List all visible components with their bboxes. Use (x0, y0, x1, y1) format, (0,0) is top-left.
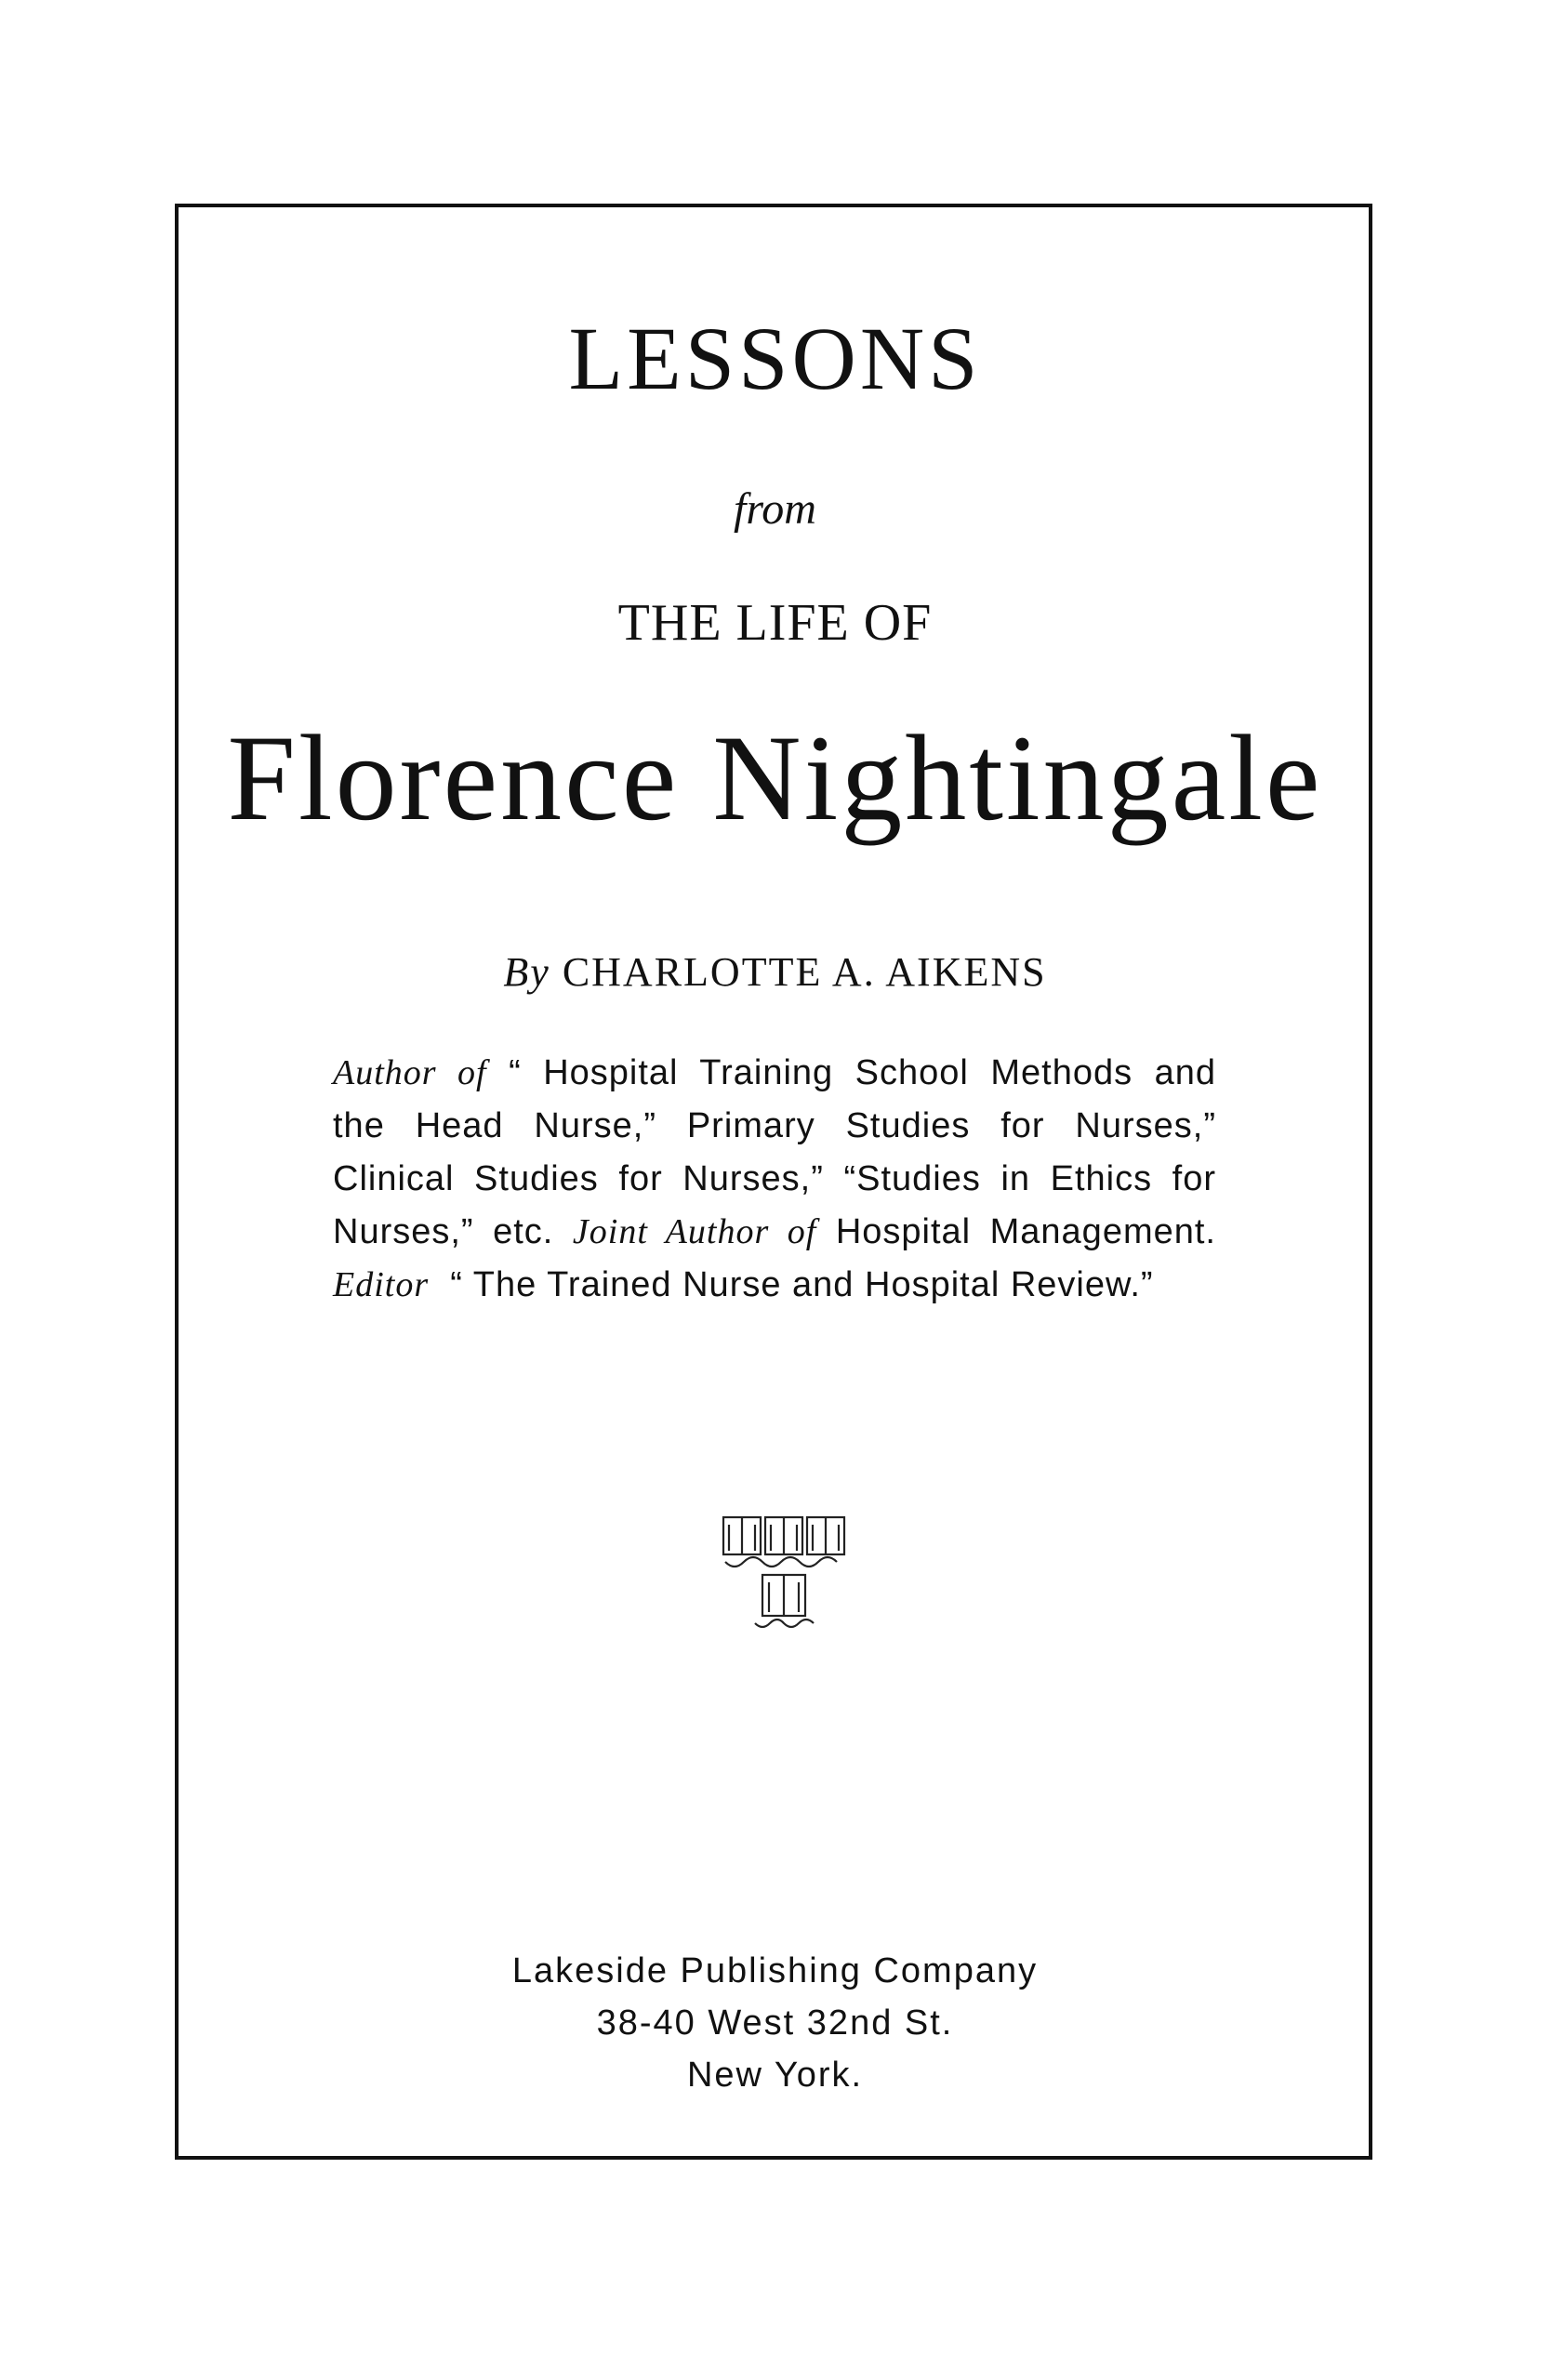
byline-by: By (503, 949, 550, 995)
publisher-address: 38-40 West 32nd St. (596, 2003, 954, 2043)
credits-line-4-end: Hospital Management. (835, 1212, 1216, 1251)
publisher-name: Lakeside Publishing Company (511, 1951, 1039, 1990)
publisher-block (0, 1945, 1550, 2101)
title-the-life-of: THE LIFE OF (617, 594, 933, 652)
editor-label: Editor (333, 1265, 430, 1304)
publisher-city: New York. (686, 2056, 864, 2095)
credits-line-1-text: “ Hospital Training School Methods and (509, 1053, 1216, 1092)
byline-author-name: CHARLOTTE A. AIKENS (562, 949, 1047, 995)
credits-line-5 (333, 1259, 1216, 1312)
title-lessons: LESSONS (568, 309, 982, 408)
credits-line-5-text: “ The Trained Nurse and Hospital Review.” (450, 1265, 1154, 1304)
credits-line-4-start: Nurses,” etc. (333, 1212, 554, 1251)
joint-author-label: Joint Author of (572, 1212, 817, 1251)
credits-line-1 (333, 1047, 1216, 1100)
credits-line-2: the Head Nurse,” Primary Studies for Nurses,” (333, 1106, 1216, 1145)
credits-line-4 (333, 1206, 1216, 1259)
title-florence-nightingale: Florence Nightingale (227, 709, 1323, 846)
author-of-label: Author of (333, 1053, 487, 1092)
author-credits (333, 1047, 1216, 1312)
title-from: from (734, 484, 816, 534)
open-books-printer-mark-icon (720, 1514, 848, 1634)
author-byline (0, 948, 1550, 996)
credits-line-3: Clinical Studies for Nurses,” “Studies in Ethics for (333, 1159, 1216, 1198)
